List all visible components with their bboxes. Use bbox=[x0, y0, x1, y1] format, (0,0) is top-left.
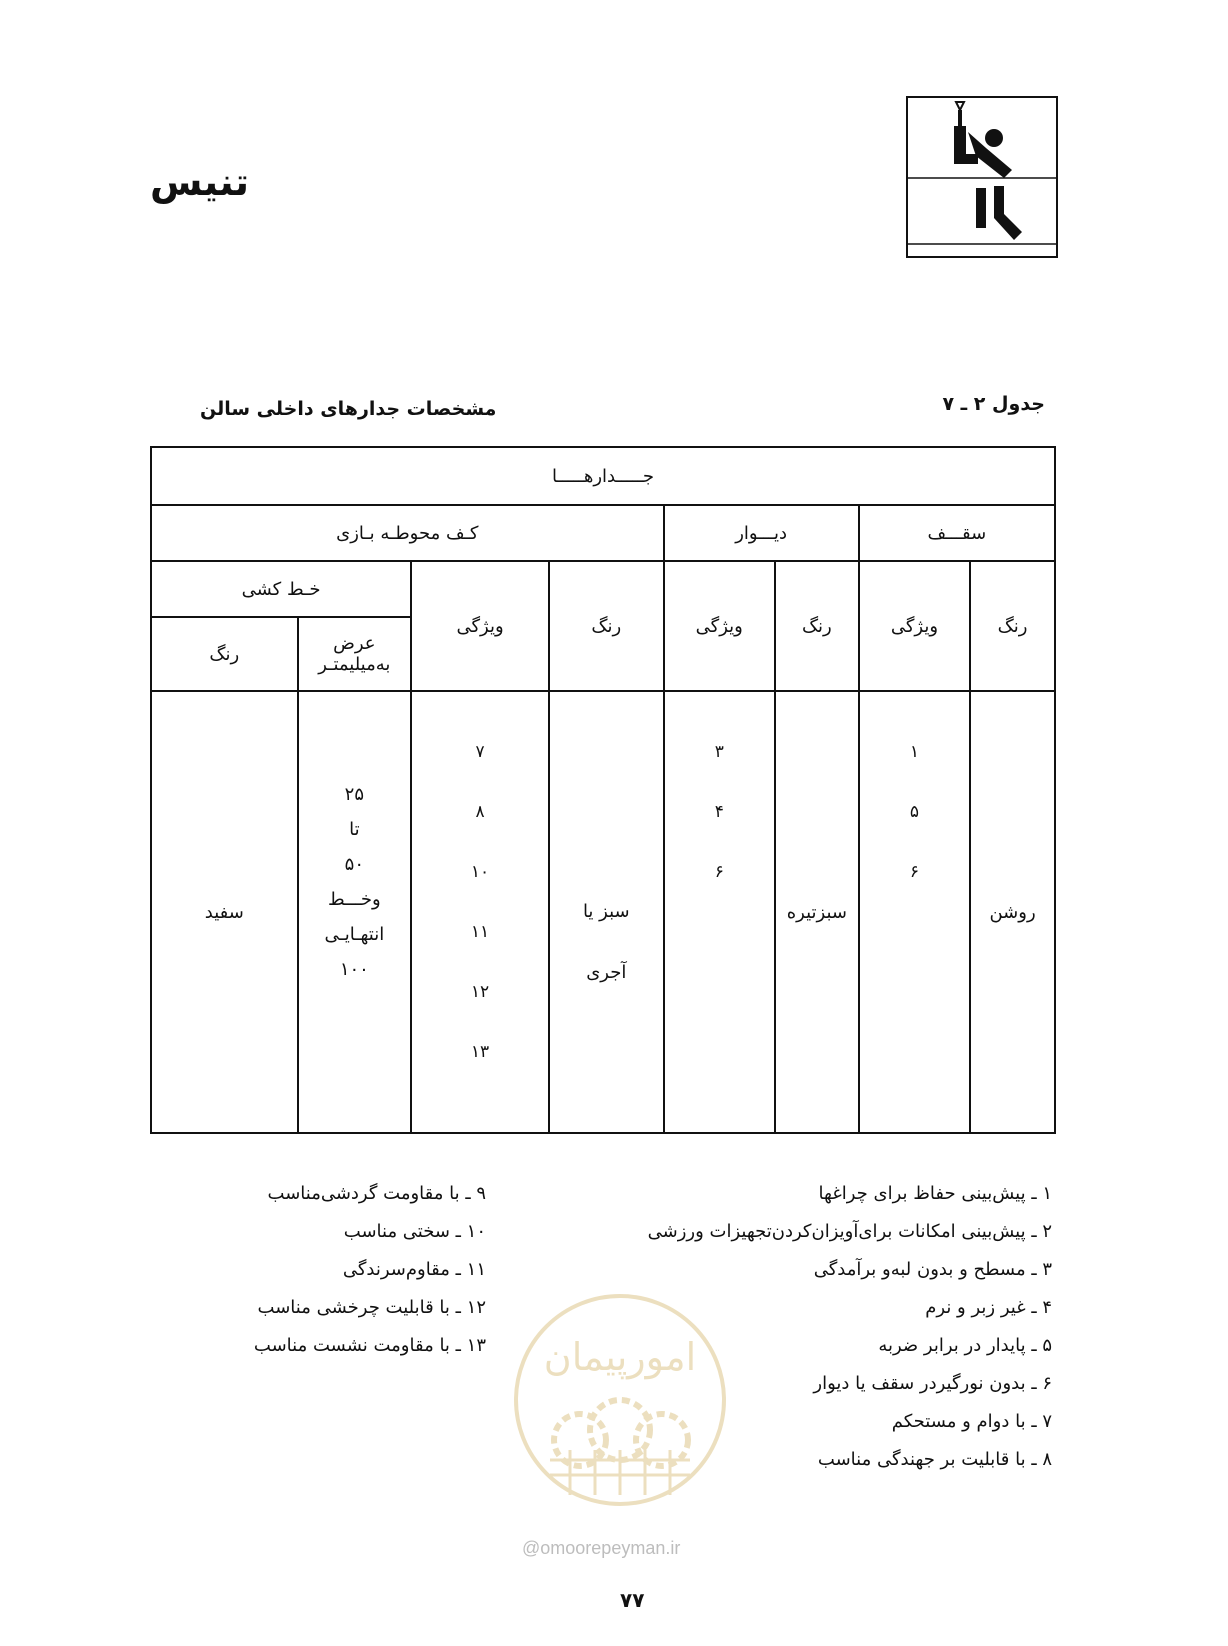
lining-color-header: رنگ bbox=[151, 617, 298, 691]
floor-color-header: رنگ bbox=[549, 561, 664, 691]
tennis-pictogram-icon bbox=[906, 96, 1058, 258]
watermark-logo-text: امورپیمان bbox=[543, 1335, 697, 1379]
feature-number: ۶ bbox=[714, 862, 724, 882]
floor-color-line1: سبز یا bbox=[582, 901, 630, 922]
ceiling-feature-cell bbox=[859, 691, 970, 1133]
lining-header: خـط کشی bbox=[151, 561, 411, 617]
note-item: ۱ ـ پیش‌بینی حفاظ برای چراغها bbox=[818, 1183, 1052, 1204]
note-item: ۶ ـ بدون نورگیردر سقف یا دیوار bbox=[813, 1373, 1052, 1394]
watermark-site: @omoorepeyman.ir bbox=[522, 1538, 681, 1558]
feature-number: ۸ bbox=[475, 802, 485, 822]
feature-number: ۱۱ bbox=[470, 922, 490, 942]
feature-number: ۱ bbox=[909, 742, 920, 762]
table-caption: مشخصات جدارهای داخلی سالن bbox=[200, 398, 497, 420]
wall-header: دیـــوار bbox=[664, 505, 859, 561]
lining-color-cell: سفید bbox=[151, 691, 298, 1133]
width-value: ۵۰ bbox=[344, 854, 365, 875]
width-header-line2: بەمیلیمتـر bbox=[318, 654, 391, 675]
note-item: ۱۱ ـ مقاوم‌سرندگی bbox=[342, 1259, 486, 1280]
ceiling-color-cell: روشن bbox=[970, 691, 1055, 1133]
feature-number: ۴ bbox=[714, 802, 724, 822]
note-item: ۹ ـ با مقاومت گردشی‌مناسب bbox=[267, 1183, 486, 1204]
feature-number: ۳ bbox=[714, 742, 724, 762]
wall-feature-header: ویژگی bbox=[664, 561, 775, 691]
note-item: ۸ ـ با قابلیت بر جهندگی مناسب bbox=[817, 1449, 1052, 1470]
feature-number: ۶ bbox=[909, 862, 920, 882]
feature-number: ۱۰ bbox=[470, 862, 490, 882]
note-item: ۱۰ ـ سختی مناسب bbox=[343, 1221, 486, 1242]
feature-number: ۱۳ bbox=[470, 1042, 490, 1062]
page-number: ۷۷ bbox=[620, 1588, 645, 1612]
wall-color-header: رنگ bbox=[775, 561, 859, 691]
width-value: وخـــط bbox=[327, 889, 381, 910]
note-item: ۱۲ ـ با قابلیت چرخشی مناسب bbox=[257, 1297, 486, 1318]
lining-width-cell bbox=[298, 691, 412, 1133]
table-main-header: جـــــدارهـــــا bbox=[151, 447, 1055, 505]
note-item: ۲ ـ پیش‌بینی امکانات برای‌آویزان‌کردن‌تجهیزات ورزشی bbox=[647, 1221, 1052, 1242]
note-item: ۴ ـ غیر زبر و نرم bbox=[925, 1297, 1052, 1318]
watermark-logo-icon bbox=[510, 1290, 730, 1510]
page-title: تنیس bbox=[150, 160, 250, 204]
wall-feature-cell bbox=[664, 691, 775, 1133]
floor-color-cell bbox=[549, 691, 664, 1133]
width-value: ۲۵ bbox=[344, 784, 365, 805]
ceiling-color-header: رنگ bbox=[970, 561, 1055, 691]
ceiling-feature-header: ویژگی bbox=[859, 561, 970, 691]
floor-color-line2: آجری bbox=[586, 962, 627, 983]
feature-number: ۱۲ bbox=[470, 982, 490, 1002]
floor-feature-cell bbox=[411, 691, 549, 1133]
feature-number: ۷ bbox=[475, 742, 485, 762]
note-item: ۱۳ ـ با مقاومت نشست مناسب bbox=[253, 1335, 486, 1356]
wall-color-cell: سبزتیره bbox=[775, 691, 859, 1133]
width-value: تا bbox=[349, 819, 360, 840]
note-item: ۳ ـ مسطح و بدون لبه‌و برآمدگی bbox=[813, 1259, 1052, 1280]
feature-number: ۵ bbox=[909, 802, 920, 822]
floor-feature-header: ویژگی bbox=[411, 561, 549, 691]
note-item: ۵ ـ پایدار در برابر ضربه bbox=[878, 1335, 1052, 1356]
table-label: جدول ۲ ـ ۷ bbox=[942, 393, 1045, 415]
floor-header: کـف محوطـه بـازی bbox=[151, 505, 664, 561]
width-value: ۱۰۰ bbox=[339, 959, 369, 980]
width-value: انتهـایـی bbox=[324, 924, 385, 945]
notes-list-left bbox=[156, 1175, 486, 1365]
ceiling-header: سقـــف bbox=[859, 505, 1055, 561]
walls-spec-table bbox=[150, 446, 1056, 1134]
width-header-line1: عرض bbox=[333, 633, 376, 654]
lining-width-header bbox=[298, 617, 412, 691]
note-item: ۷ ـ با دوام و مستحکم bbox=[891, 1411, 1052, 1432]
